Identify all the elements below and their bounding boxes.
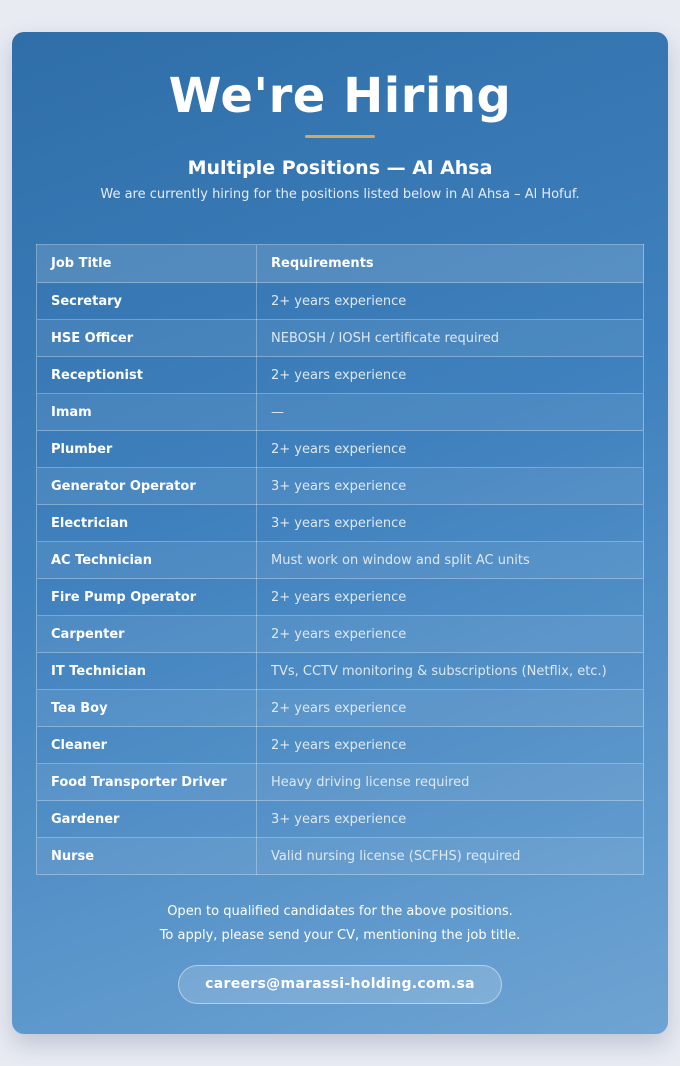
table-row [37,727,644,764]
title-divider [305,135,375,138]
table-row [37,357,644,394]
job-title-cell: Plumber [37,431,257,468]
requirement-cell: — [257,394,644,431]
requirement-cell: 2+ years experience [257,690,644,727]
job-title-cell: AC Technician [37,542,257,579]
table-row [37,579,644,616]
requirement-cell: 3+ years experience [257,468,644,505]
job-title-cell: Gardener [37,801,257,838]
requirement-cell: 2+ years experience [257,579,644,616]
table-row [37,653,644,690]
requirement-cell: 2+ years experience [257,283,644,320]
job-title-cell: HSE Officer [37,320,257,357]
positions-table [36,244,644,875]
table-row [37,283,644,320]
requirement-cell: 2+ years experience [257,357,644,394]
intro-text: We are currently hiring for the positions listed below in Al Ahsa – Al Hofuf. [100,187,580,202]
table-row [37,468,644,505]
requirement-cell: 2+ years experience [257,616,644,653]
job-title-cell: Food Transporter Driver [37,764,257,801]
job-title-cell: Electrician [37,505,257,542]
requirement-cell: NEBOSH / IOSH certificate required [257,320,644,357]
requirement-cell: TVs, CCTV monitoring & subscriptions (Netflix, etc.) [257,653,644,690]
table-row [37,320,644,357]
table-row [37,764,644,801]
table-row [37,690,644,727]
table-row [37,505,644,542]
job-title-cell: Cleaner [37,727,257,764]
job-title-cell: Nurse [37,838,257,875]
table-row [37,801,644,838]
requirement-cell: 2+ years experience [257,431,644,468]
column-header-job-title: Job Title [37,245,257,283]
requirement-cell: Must work on window and split AC units [257,542,644,579]
email-link[interactable]: careers@marassi-holding.com.sa [178,965,502,1004]
job-title-cell: Receptionist [37,357,257,394]
job-title-cell: IT Technician [37,653,257,690]
positions-table-body [37,283,644,875]
requirement-cell: Valid nursing license (SCFHS) required [257,838,644,875]
apply-instructions: To apply, please send your CV, mentioning the job title. [159,928,521,943]
table-row [37,542,644,579]
table-row [37,616,644,653]
table-row [37,431,644,468]
job-title-cell: Imam [37,394,257,431]
job-title-cell: Tea Boy [37,690,257,727]
hiring-card [12,32,668,1034]
footer-note: Open to qualified candidates for the above positions. [167,904,513,919]
job-title-cell: Secretary [37,283,257,320]
table-header-row [37,245,644,283]
job-title-cell: Carpenter [37,616,257,653]
requirement-cell: 2+ years experience [257,727,644,764]
job-title-cell: Generator Operator [37,468,257,505]
column-header-requirements: Requirements [257,245,644,283]
requirement-cell: 3+ years experience [257,505,644,542]
page-subtitle: Multiple Positions — Al Ahsa [187,157,493,179]
job-title-cell: Fire Pump Operator [37,579,257,616]
table-row [37,394,644,431]
table-row [37,838,644,875]
page-title: We're Hiring [168,68,512,124]
requirement-cell: 3+ years experience [257,801,644,838]
requirement-cell: Heavy driving license required [257,764,644,801]
